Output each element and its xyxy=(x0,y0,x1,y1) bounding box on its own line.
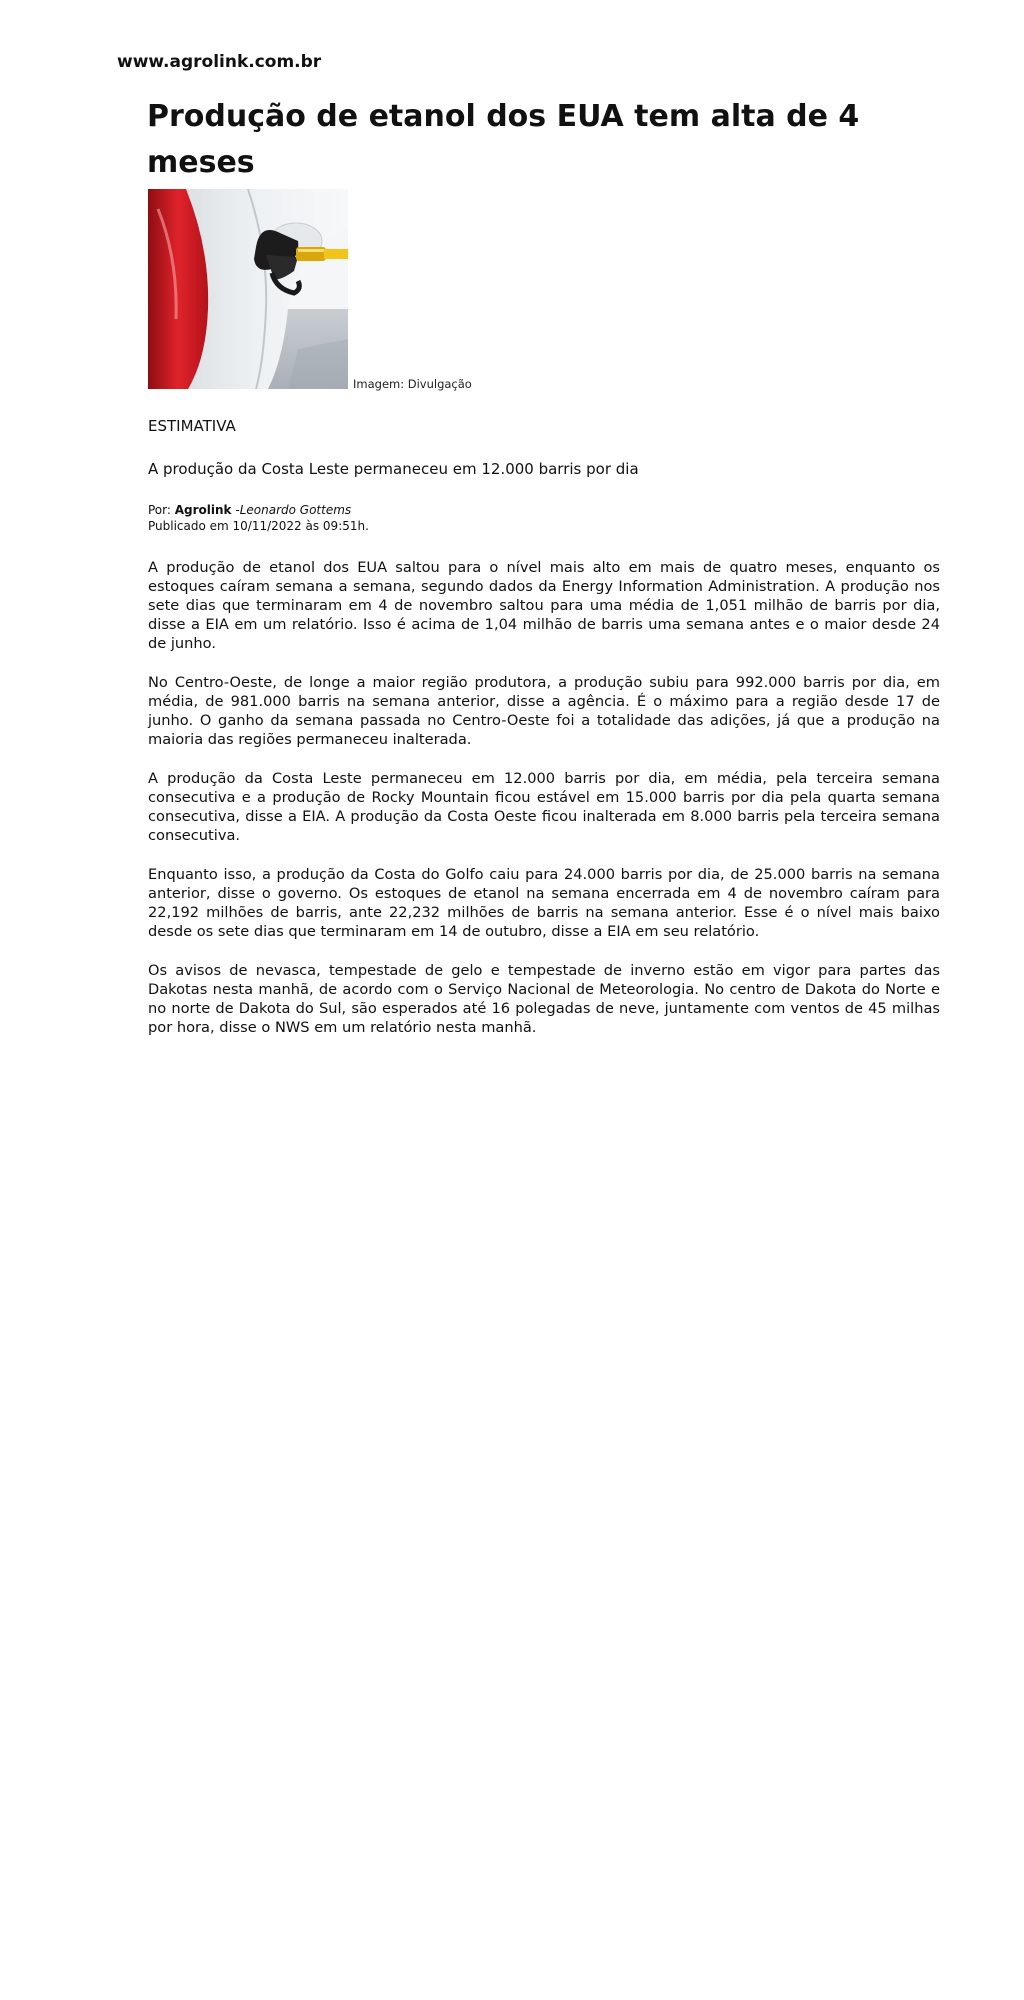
byline-line xyxy=(148,502,369,518)
byline xyxy=(148,502,369,534)
byline-prefix: Por: xyxy=(148,503,171,517)
article-kicker: ESTIMATIVA xyxy=(148,417,236,435)
site-url[interactable]: www.agrolink.com.br xyxy=(117,52,322,72)
article-figure xyxy=(148,189,748,391)
article-title: Produção de etanol dos EUA tem alta de 4 meses xyxy=(147,99,860,180)
article-paragraph: A produção de etanol dos EUA saltou para o nível mais alto em mais de quatro meses, enquanto os estoques caíram semana a semana, segundo dados da Energy Information Administration. A produção nos sete dias que terminaram em 4 de novembro saltou para uma média de 1,051 milhão de barris por dia, disse a EIA em um relatório. Isso é acima de 1,04 milhão de barris uma semana antes e o maior desde 24 de junho. xyxy=(148,559,940,652)
byline-author: Leonardo Gottems xyxy=(239,503,352,517)
article-body xyxy=(148,558,940,1057)
article-paragraph: A produção da Costa Leste permaneceu em 12.000 barris por dia, em média, pela terceira semana consecutiva e a produção de Rocky Mountain ficou estável em 15.000 barris por dia pela quarta semana consecutiva, disse a EIA. A produção da Costa Oeste ficou inalterada em 8.000 barris pela terceira semana consecutiva. xyxy=(148,770,940,844)
article-photo xyxy=(148,189,348,389)
image-caption: Imagem: Divulgação xyxy=(353,377,472,391)
byline-outlet: Agrolink xyxy=(174,503,232,517)
article-subtitle: A produção da Costa Leste permaneceu em 12.000 barris por dia xyxy=(148,460,639,478)
publish-date: Publicado em 10/11/2022 às 09:51h. xyxy=(148,519,369,533)
article-paragraph: Enquanto isso, a produção da Costa do Golfo caiu para 24.000 barris por dia, de 25.000 barris na semana anterior, disse o governo. Os estoques de etanol na semana encerrada em 4 de novembro caíram para 22,192 milhões de barris, ante 22,232 milhões de barris na semana anterior. Esse é o nível mais baixo desde os sete dias que terminaram em 14 de outubro, disse a EIA em seu relatório. xyxy=(148,866,940,940)
article-paragraph: No Centro-Oeste, de longe a maior região produtora, a produção subiu para 992.000 barris por dia, em média, de 981.000 barris na semana anterior, disse a agência. É o máximo para a região desde 17 de junho. O ganho da semana passada no Centro-Oeste foi a totalidade das adições, já que a produção na maioria das regiões permaneceu inalterada. xyxy=(148,674,940,748)
article-paragraph: Os avisos de nevasca, tempestade de gelo e tempestade de inverno estão em vigor para partes das Dakotas nesta manhã, de acordo com o Serviço Nacional de Meteorologia. No centro de Dakota do Norte e no norte de Dakota do Sul, são esperados até 16 polegadas de neve, juntamente com ventos de 45 milhas por hora, disse o NWS em um relatório nesta manhã. xyxy=(148,962,940,1036)
byline-separator: - xyxy=(235,503,240,517)
